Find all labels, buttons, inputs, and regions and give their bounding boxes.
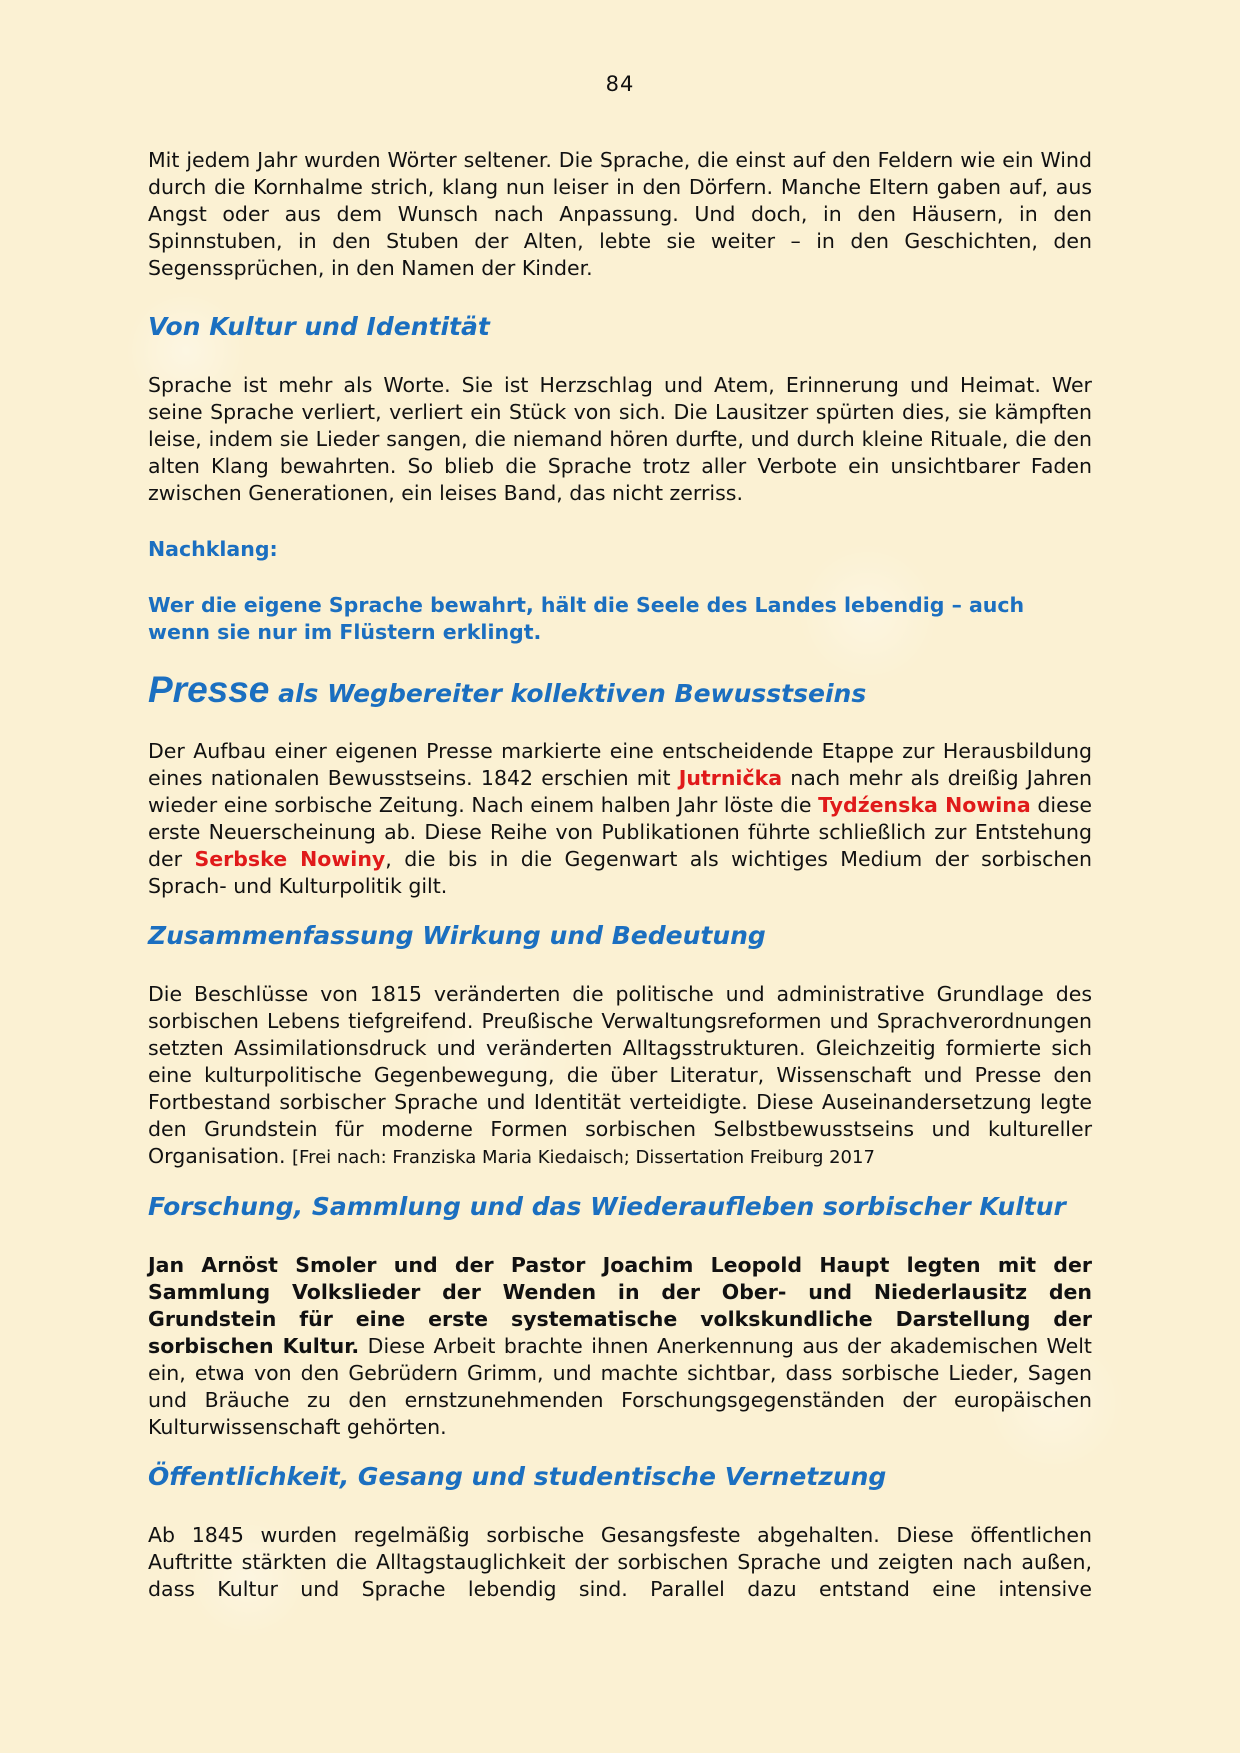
newspaper-serbske-nowiny: Serbske Nowiny — [194, 847, 386, 871]
paragraph-oeffentlichkeit: Ab 1845 wurden regelmäßig sorbische Gesangsfeste abgehalten. Diese öffentlichen Auftritte stärkten die Alltagstauglichkeit der sorbischen Sprache und zeigten nach außen, dass Kultur und Sprache lebendig sind. Parallel dazu entstand eine intensive — [148, 1523, 1092, 1601]
page-number: 84 — [605, 72, 635, 96]
zusammenfassung-text: Die Beschlüsse von 1815 veränderten die politische und administrative Grundlage des sorbischen Lebens tiefgreifend. Preußische Verwaltungsreformen und Sprachverordnungen setzten Assimilationsdruck und veränderten Alltagsstrukturen. Gleichzeitig formierte sich eine kulturpolitische Gegenbewegung, die über Literatur, Wissenschaft und Presse den Fortbestand sorbischer Sprache und Identität verteidigte. Diese Auseinandersetzung legte den Grundstein für moderne Formen sorbischen Selbstbewusstseins und kultureller Organisation. — [148, 982, 1092, 1168]
forschung-bold-text: Jan Arnöst Smoler und der Pastor Joachim Leopold Haupt legten mit der Sammlung Volkslieder der Wenden in der Ober- und Niederlausitz den Grundstein für eine erste systematische volkskundliche Darstellung der sorbischen Kultur. — [148, 1253, 1092, 1358]
newspaper-jutrnicka: Jutrnička — [678, 766, 783, 790]
heading-presse-big: Presse — [148, 669, 270, 710]
heading-zusammenfassung: Zusammenfassung Wirkung und Bedeutung — [148, 921, 766, 950]
page-content — [148, 147, 1092, 1603]
nachklang-label: Nachklang: — [148, 537, 278, 561]
newspaper-tydzenska-nowina: Tydźenska Nowina — [818, 793, 1031, 817]
heading-presse — [148, 666, 1092, 718]
heading-oeffentlichkeit: Öffentlichkeit, Gesang und studentische Vernetzung — [148, 1462, 887, 1491]
paragraph-zusammenfassung — [148, 981, 1092, 1171]
presse-text-2: nach mehr als dreißig Jahren wieder eine sorbische Zeitung. Nach einem halben Jahr löste die — [148, 766, 1092, 817]
presse-text-1: Der Aufbau einer eigenen Presse markierte eine entscheidende Etappe zur Herausbildung eines nationalen Bewusstseins. 1842 erschien mit — [148, 739, 1092, 790]
paragraph-forschung — [148, 1252, 1092, 1441]
paragraph-kultur: Sprache ist mehr als Worte. Sie ist Herzschlag und Atem, Erinnerung und Heimat. Wer seine Sprache verliert, verliert ein Stück von sich. Die Lausitzer spürten dies, sie kämpften leise, indem sie Lieder sangen, die niemand hören durfte, und durch kleine Rituale, die den alten Klang bewahrten. So blieb die Sprache trotz aller Verbote ein unsichtbarer Faden zwischen Generationen, ein leises Band, das nicht zerriss. — [148, 373, 1092, 505]
forschung-text: Diese Arbeit brachte ihnen Anerkennung aus der akademischen Welt ein, etwa von den Gebrüdern Grimm, und machte sichtbar, dass sorbische Lieder, Sagen und Bräuche zu den ernstzunehmenden Forschungsgegenständen der europäischen Kulturwissenschaft gehörten. — [148, 1334, 1092, 1439]
zusammenfassung-source: [Frei nach: Franziska Maria Kiedaisch; Dissertation Freiburg 2017 — [292, 1147, 875, 1168]
nachklang-quote: Wer die eigene Sprache bewahrt, hält die Seele des Landes lebendig – auch wenn sie nur im Flüstern erklingt. — [148, 593, 1025, 644]
paragraph-presse — [148, 738, 1092, 900]
presse-text-3: diese erste Neuerscheinung ab. Diese Reihe von Publikationen führte schließlich zur Entstehung der — [148, 793, 1092, 871]
heading-presse-rest: als Wegbereiter kollektiven Bewusstseins — [278, 679, 867, 708]
heading-forschung: Forschung, Sammlung und das Wiederaufleben sorbischer Kultur — [148, 1192, 1066, 1221]
presse-text-4: , die bis in die Gegenwart als wichtiges Medium der sorbischen Sprach- und Kulturpolitik gilt. — [148, 847, 1092, 898]
heading-kultur-identitaet: Von Kultur und Identität — [148, 312, 490, 341]
intro-paragraph: Mit jedem Jahr wurden Wörter seltener. Die Sprache, die einst auf den Feldern wie ein Wind durch die Kornhalme strich, klang nun leiser in den Dörfern. Manche Eltern gaben auf, aus Angst oder aus dem Wunsch nach Anpassung. Und doch, in den Häusern, in den Spinnstuben, in den Stuben der Alten, lebte sie weiter – in den Geschichten, den Segenssprüchen, in den Namen der Kinder. — [148, 148, 1092, 280]
